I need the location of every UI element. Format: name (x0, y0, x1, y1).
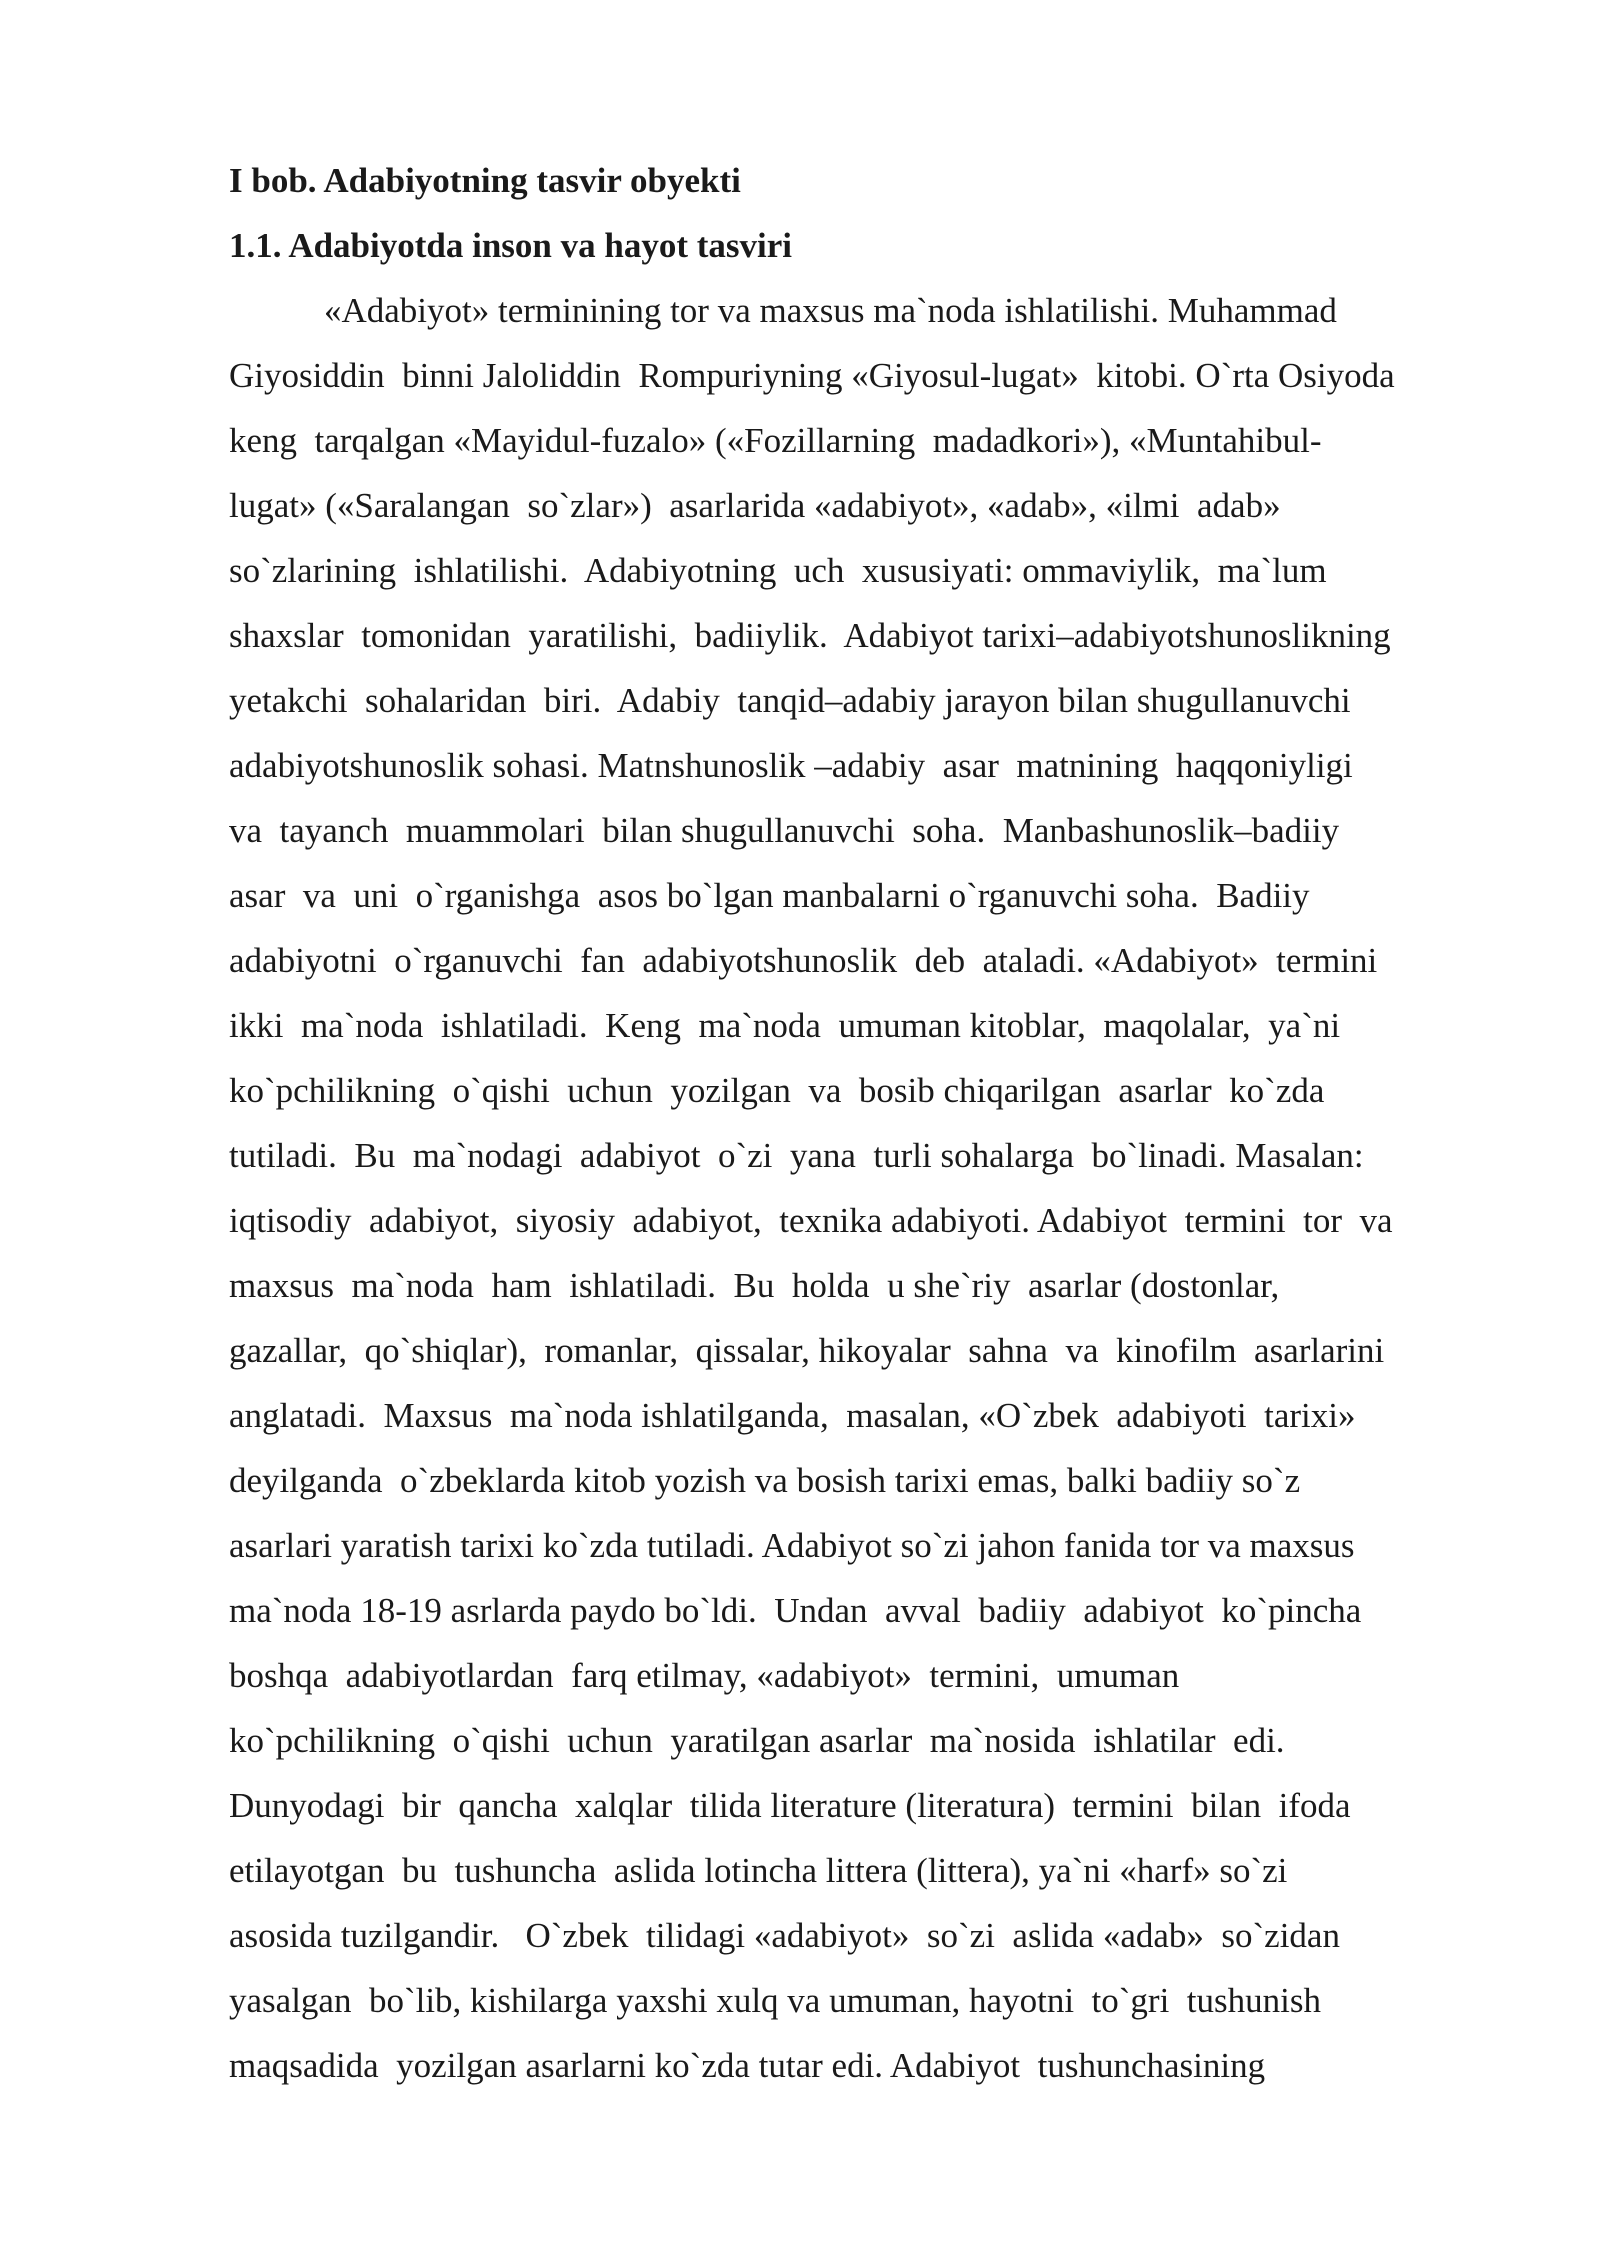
text-line: tutiladi. Bu ma`nodagi adabiyot o`zi yana turli sohalarga bo`linadi. Masalan: (229, 1136, 1364, 1175)
text-line: etilayotgan bu tushuncha aslida lotincha littera (littera), ya`ni «harf» so`zi (229, 1851, 1288, 1890)
text-line: ma`noda 18-19 asrlarda paydo bo`ldi. Undan avval badiiy adabiyot ko`pincha (229, 1591, 1362, 1630)
text-line: maxsus ma`noda ham ishlatiladi. Bu holda u she`riy asarlar (dostonlar, (229, 1266, 1280, 1305)
text-line: asosida tuzilgandir. O`zbek tilidagi «adabiyot» so`zi aslida «adab» so`zidan (229, 1916, 1340, 1955)
text-line: shaxslar tomonidan yaratilishi, badiiylik. Adabiyot tarixi–adabiyotshunoslikning (229, 616, 1391, 655)
section-title: 1.1. Adabiyotda inson va hayot tasviri (229, 226, 793, 265)
text-line: so`zlarining ishlatilishi. Adabiyotning uch xususiyati: ommaviylik, ma`lum (229, 551, 1327, 590)
body-paragraph (229, 278, 1509, 2098)
page-content (229, 148, 1509, 2098)
chapter-title: I bob. Adabiyotning tasvir obyekti (229, 161, 741, 200)
text-line: adabiyotni o`rganuvchi fan adabiyotshunoslik deb ataladi. «Adabiyot» termini (229, 941, 1378, 980)
text-line: ko`pchilikning o`qishi uchun yaratilgan asarlar ma`nosida ishlatilar edi. (229, 1721, 1285, 1760)
text-line: maqsadida yozilgan asarlarni ko`zda tutar edi. Adabiyot tushunchasining (229, 2046, 1266, 2085)
text-line: ikki ma`noda ishlatiladi. Keng ma`noda umuman kitoblar, maqolalar, ya`ni (229, 1006, 1341, 1045)
text-line: yetakchi sohalaridan biri. Adabiy tanqid–adabiy jarayon bilan shugullanuvchi (229, 681, 1351, 720)
text-line: gazallar, qo`shiqlar), romanlar, qissalar, hikoyalar sahna va kinofilm asarlarini (229, 1331, 1385, 1370)
text-line: boshqa adabiyotlardan farq etilmay, «adabiyot» termini, umuman (229, 1656, 1180, 1695)
text-line: «Adabiyot» terminining tor va maxsus ma`noda ishlatilishi. Muhammad (324, 291, 1337, 330)
text-line: asar va uni o`rganishga asos bo`lgan manbalarni o`rganuvchi soha. Badiiy (229, 876, 1310, 915)
text-line: lugat» («Saralangan so`zlar») asarlarida «adabiyot», «adab», «ilmi adab» (229, 486, 1281, 525)
text-line: iqtisodiy adabiyot, siyosiy adabiyot, texnika adabiyoti. Adabiyot termini tor va (229, 1201, 1393, 1240)
text-line: va tayanch muammolari bilan shugullanuvchi soha. Manbashunoslik–badiiy (229, 811, 1340, 850)
text-line: ko`pchilikning o`qishi uchun yozilgan va bosib chiqarilgan asarlar ko`zda (229, 1071, 1325, 1110)
text-line: deyilganda o`zbeklarda kitob yozish va bosish tarixi emas, balki badiiy so`z (229, 1461, 1301, 1500)
text-line: keng tarqalgan «Mayidul-fuzalo» («Fozillarning madadkori»), «Muntahibul- (229, 421, 1322, 460)
text-line: asarlari yaratish tarixi ko`zda tutiladi. Adabiyot so`zi jahon fanida tor va maxsus (229, 1526, 1355, 1565)
text-line: yasalgan bo`lib, kishilarga yaxshi xulq va umuman, hayotni to`gri tushunish (229, 1981, 1321, 2020)
text-line: Giyosiddin binni Jaloliddin Rompuriyning «Giyosul-lugat» kitobi. O`rta Osiyoda (229, 356, 1395, 395)
text-line: anglatadi. Maxsus ma`noda ishlatilganda, masalan, «O`zbek adabiyoti tarixi» (229, 1396, 1356, 1435)
text-line: adabiyotshunoslik sohasi. Matnshunoslik –adabiy asar matnining haqqoniyligi (229, 746, 1353, 785)
text-line: Dunyodagi bir qancha xalqlar tilida literature (literatura) termini bilan ifoda (229, 1786, 1351, 1825)
